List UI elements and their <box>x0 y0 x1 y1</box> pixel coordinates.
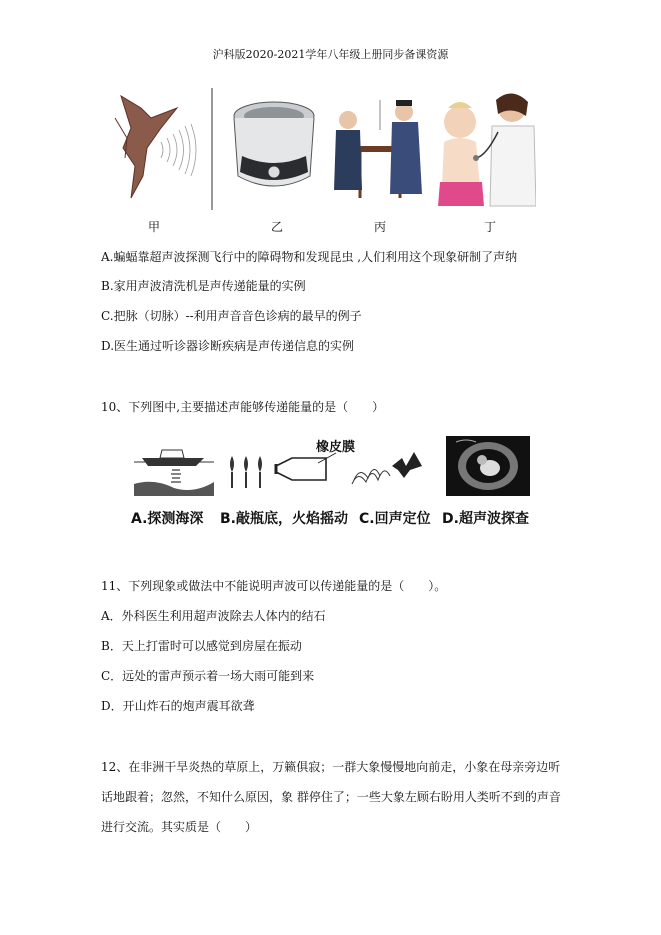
figure-caption-bing: 丙 <box>373 220 386 234</box>
q10-stem: 10、下列图中,主要描述声能够传递能量的是（ ） <box>101 400 385 414</box>
label-pointer-line <box>316 452 338 464</box>
q11-option-a: A．外科医生利用超声波除去人体内的结石 <box>101 609 326 623</box>
bat-echolocation-illustration <box>101 88 213 210</box>
q9-option-c: C.把脉（切脉）--利用声音音色诊病的最早的例子 <box>101 309 362 323</box>
bat-echo-diagram <box>348 444 424 496</box>
q11-option-c: C．远处的雷声预示着一场大雨可能到来 <box>101 669 315 683</box>
page-header: 沪科版2020-2021学年八年级上册同步备课资源 <box>212 48 449 61</box>
ultrasound-scan-image <box>446 436 530 496</box>
q10-caption-d: D.超声波探查 <box>442 511 529 527</box>
q12-line-3: 进行交流。其实质是（ ） <box>101 820 258 834</box>
ship-sonar-diagram <box>134 432 214 496</box>
stethoscope-doctor-illustration <box>434 86 536 208</box>
ultrasonic-cleaner-illustration <box>228 96 320 200</box>
pulse-diagnosis-illustration <box>332 90 426 208</box>
q10-caption-b: B.敲瓶底，火焰摇动 <box>220 511 348 527</box>
bottle-flame-diagram <box>226 446 330 496</box>
q10-caption-a: A.探测海深 <box>131 511 204 527</box>
q12-line-1: 12、在非洲干旱炎热的草原上，万籁俱寂；一群大象慢慢地向前走，小象在母亲旁边听 <box>101 760 561 774</box>
q9-option-b: B.家用声波清洗机是声传递能量的实例 <box>101 279 306 293</box>
q11-stem: 11、下列现象或做法中不能说明声波可以传递能量的是（ ）。 <box>101 579 447 593</box>
figure-caption-yi: 乙 <box>270 220 283 234</box>
q12-line-2: 话地跟着；忽然，不知什么原因，象 群停住了；一些大象左顾右盼用人类听不到的声音 <box>101 790 561 804</box>
figure-caption-ding: 丁 <box>483 220 496 234</box>
q11-option-d: D．开山炸石的炮声震耳欲聋 <box>101 699 255 713</box>
rubber-membrane-label: 橡皮膜 <box>316 440 356 455</box>
q10-caption-c: C.回声定位 <box>359 511 431 527</box>
q9-option-a: A.蝙蝠靠超声波探测飞行中的障碍物和发现昆虫 ,人们利用这个现象研制了声纳 <box>101 250 518 264</box>
figure-caption-jia: 甲 <box>147 220 160 234</box>
q9-option-d: D.医生通过听诊器诊断疾病是声传递信息的实例 <box>101 339 355 353</box>
q11-option-b: B．天上打雷时可以感觉到房屋在振动 <box>101 639 302 653</box>
